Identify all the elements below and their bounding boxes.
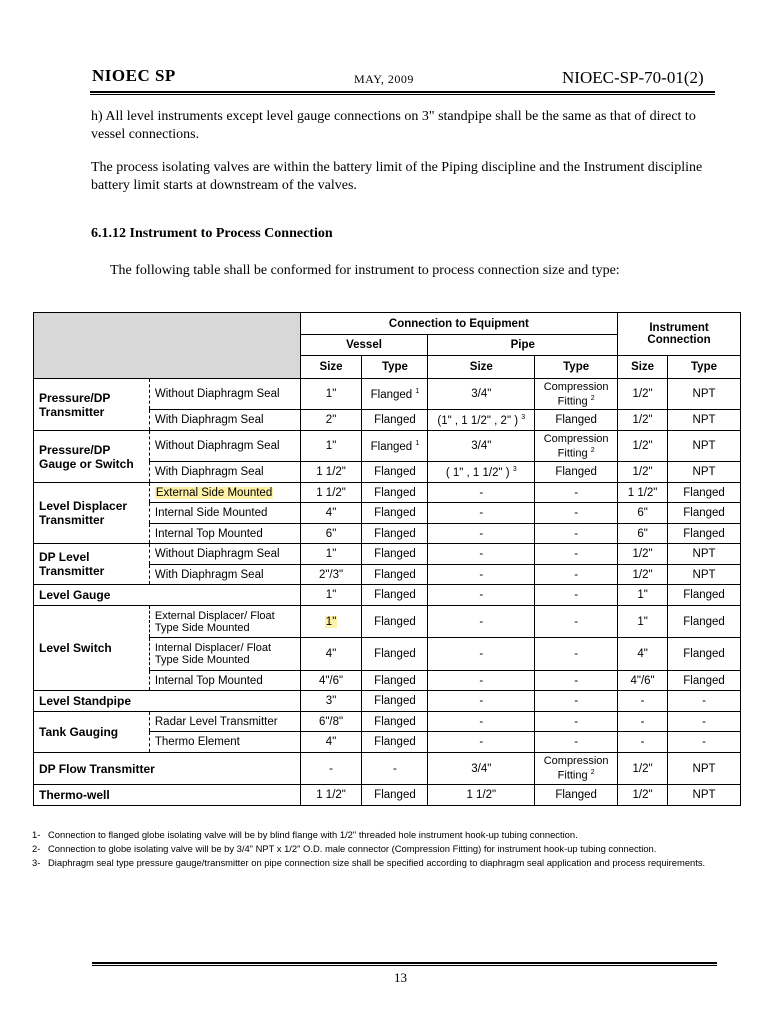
- pipe-type: Flanged: [535, 462, 618, 483]
- pipe-type: -: [535, 638, 618, 671]
- subtype-label: Internal Side Mounted: [149, 503, 300, 524]
- pipe-type: -: [535, 585, 618, 606]
- instrument-type: -: [668, 691, 741, 712]
- instrument-type: NPT: [668, 410, 741, 431]
- vessel-size: 2": [300, 410, 362, 431]
- pipe-type: Compression Fitting $^2$: [535, 753, 618, 785]
- subtype-label: Radar Level Transmitter: [149, 712, 300, 732]
- instrument-size: 1/2": [618, 462, 668, 483]
- vessel-size: 4"/6": [300, 671, 362, 691]
- header-vessel: Vessel: [300, 335, 428, 356]
- pipe-size: -: [428, 524, 535, 544]
- pipe-size: -: [428, 606, 535, 638]
- pipe-type: -: [535, 565, 618, 585]
- vessel-type: Flanged: [362, 585, 428, 606]
- vessel-size: 4": [300, 732, 362, 753]
- subtype-label: Thermo Element: [149, 732, 300, 753]
- pipe-type: -: [535, 712, 618, 732]
- pipe-type: -: [535, 524, 618, 544]
- subtype-label: Without Diaphragm Seal: [149, 431, 300, 462]
- pipe-size: ( 1" , 1 1/2" ) $^3$: [428, 462, 535, 483]
- instrument-size: 1": [618, 585, 668, 606]
- vessel-type: Flanged: [362, 785, 428, 806]
- vessel-type: Flanged: [362, 483, 428, 503]
- instrument-type: NPT: [668, 379, 741, 410]
- header-vessel-size: Size: [300, 356, 362, 379]
- document-logo: NIOEC SP: [92, 66, 176, 85]
- footnote: 2- Connection to globe isolating valve will be by 3/4" NPT x 1/2" O.D. male connector (Compression Fitting) for instrument hook-up tubing connection.: [32, 843, 657, 854]
- vessel-size: 1": [300, 431, 362, 462]
- footer-rule-thin: [92, 965, 717, 966]
- subtype-label: Without Diaphragm Seal: [149, 379, 300, 410]
- footnotes: [32, 828, 732, 870]
- footnote: 1- Connection to flanged globe isolating valve will be by blind flange with 1/2" threaded hole instrument hook-up tubing connection.: [32, 829, 578, 840]
- vessel-type: Flanged: [362, 524, 428, 544]
- vessel-type: Flanged: [362, 410, 428, 431]
- table-row: [34, 379, 741, 410]
- vessel-size: 6": [300, 524, 362, 544]
- pipe-size: -: [428, 565, 535, 585]
- instrument-type: NPT: [668, 753, 741, 785]
- instrument-size: 4"/6": [618, 671, 668, 691]
- instrument-type: NPT: [668, 544, 741, 565]
- pipe-size: -: [428, 503, 535, 524]
- vessel-size: 1 1/2": [300, 785, 362, 806]
- pipe-size: -: [428, 638, 535, 671]
- pipe-type: Compression Fitting $^2$: [535, 431, 618, 462]
- table-row: [34, 544, 741, 565]
- instrument-type: Flanged: [668, 483, 741, 503]
- instrument-type: NPT: [668, 462, 741, 483]
- table-row: [34, 753, 741, 785]
- vessel-size: 6"/8": [300, 712, 362, 732]
- header-instrument-size: Size: [618, 356, 668, 379]
- pipe-type: -: [535, 544, 618, 565]
- table-row: [34, 483, 741, 503]
- table-row: [34, 712, 741, 732]
- header-pipe-type: Type: [535, 356, 618, 379]
- vessel-type: Flanged $^1$: [362, 379, 428, 410]
- page-number: 13: [394, 970, 407, 985]
- vessel-size: 1 1/2": [300, 462, 362, 483]
- group-label: Level Gauge: [34, 585, 301, 606]
- vessel-type: Flanged: [362, 638, 428, 671]
- group-label: Thermo-well: [34, 785, 301, 806]
- table-row: [34, 431, 741, 462]
- vessel-type: Flanged: [362, 691, 428, 712]
- pipe-type: Flanged: [535, 785, 618, 806]
- instrument-type: -: [668, 732, 741, 753]
- vessel-type: Flanged: [362, 462, 428, 483]
- instrument-size: 6": [618, 503, 668, 524]
- pipe-type: Flanged: [535, 410, 618, 431]
- vessel-type: Flanged: [362, 732, 428, 753]
- group-label: DP Level Transmitter: [34, 544, 150, 585]
- pipe-size: 3/4": [428, 431, 535, 462]
- pipe-type: -: [535, 503, 618, 524]
- vessel-size: 1": [300, 585, 362, 606]
- pipe-size: -: [428, 483, 535, 503]
- instrument-type: Flanged: [668, 671, 741, 691]
- footnote: 3- Diaphragm seal type pressure gauge/transmitter on pipe connection size shall be specified according to diaphragm seal application and process requirements.: [32, 857, 706, 868]
- pipe-size: 1 1/2": [428, 785, 535, 806]
- header-instrument-connection: Instrument Connection: [618, 313, 741, 356]
- header-pipe-size: Size: [428, 356, 535, 379]
- instrument-size: 1": [618, 606, 668, 638]
- pipe-size: 3/4": [428, 379, 535, 410]
- vessel-type: Flanged: [362, 712, 428, 732]
- vessel-size: -: [300, 753, 362, 785]
- pipe-type: -: [535, 691, 618, 712]
- vessel-type: Flanged: [362, 503, 428, 524]
- vessel-type: Flanged: [362, 565, 428, 585]
- pipe-size: 3/4": [428, 753, 535, 785]
- instrument-type: Flanged: [668, 585, 741, 606]
- subtype-label: With Diaphragm Seal: [149, 462, 300, 483]
- document-date: MAY, 2009: [354, 72, 414, 86]
- instrument-size: -: [618, 732, 668, 753]
- highlighted-text: External Side Mounted: [155, 486, 273, 499]
- pipe-size: -: [428, 691, 535, 712]
- vessel-type: Flanged: [362, 544, 428, 565]
- table-intro: The following table shall be conformed for instrument to process connection size and type:: [110, 263, 620, 278]
- group-label: Level Switch: [34, 606, 150, 691]
- instrument-size: 1 1/2": [618, 483, 668, 503]
- paragraph-h: h) All level instruments except level gauge connections on 3" standpipe shall be the same as that of direct to vessel connections.: [91, 109, 696, 142]
- pipe-type: -: [535, 606, 618, 638]
- instrument-size: 1/2": [618, 753, 668, 785]
- vessel-size: 4": [300, 503, 362, 524]
- header-instrument-type: Type: [668, 356, 741, 379]
- highlighted-text: 1": [325, 615, 337, 628]
- vessel-size: 2"/3": [300, 565, 362, 585]
- document-code: NIOEC-SP-70-01(2): [562, 68, 704, 87]
- subtype-label: Without Diaphragm Seal: [149, 544, 300, 565]
- footer-rule: [92, 962, 717, 964]
- subtype-label: External Displacer/ Float Type Side Mounted: [149, 606, 300, 638]
- pipe-size: (1" , 1 1/2" , 2" ) $^3$: [428, 410, 535, 431]
- instrument-type: NPT: [668, 431, 741, 462]
- instrument-size: 6": [618, 524, 668, 544]
- header-connection-equipment: Connection to Equipment: [300, 313, 618, 335]
- instrument-size: -: [618, 712, 668, 732]
- subtype-label: With Diaphragm Seal: [149, 565, 300, 585]
- subtype-label: [149, 483, 300, 503]
- pipe-type: Compression Fitting $^2$: [535, 379, 618, 410]
- instrument-size: 1/2": [618, 565, 668, 585]
- table-row: [34, 691, 741, 712]
- instrument-type: Flanged: [668, 524, 741, 544]
- table-row: [34, 785, 741, 806]
- vessel-size: 1 1/2": [300, 483, 362, 503]
- pipe-size: -: [428, 544, 535, 565]
- header-rule-thin: [90, 94, 715, 95]
- vessel-size: [300, 606, 362, 638]
- instrument-size: 1/2": [618, 544, 668, 565]
- subtype-label: Internal Top Mounted: [149, 671, 300, 691]
- subtype-label: Internal Top Mounted: [149, 524, 300, 544]
- pipe-type: -: [535, 483, 618, 503]
- header-pipe: Pipe: [428, 335, 618, 356]
- group-label: Pressure/DP Gauge or Switch: [34, 431, 150, 483]
- vessel-type: Flanged: [362, 671, 428, 691]
- group-label: Level Standpipe: [34, 691, 301, 712]
- paragraph-valves: The process isolating valves are within the battery limit of the Piping discipline and the Instrument discipline battery limit starts at downstream of the valves.: [91, 160, 703, 193]
- instrument-size: 4": [618, 638, 668, 671]
- instrument-size: 1/2": [618, 431, 668, 462]
- vessel-size: 4": [300, 638, 362, 671]
- header-rule: [90, 91, 715, 93]
- group-label: Pressure/DP Transmitter: [34, 379, 150, 431]
- pipe-size: -: [428, 712, 535, 732]
- connection-table: [33, 312, 741, 806]
- vessel-size: 3": [300, 691, 362, 712]
- pipe-type: -: [535, 671, 618, 691]
- instrument-size: 1/2": [618, 410, 668, 431]
- section-title: 6.1.12 Instrument to Process Connection: [91, 226, 333, 241]
- instrument-size: 1/2": [618, 785, 668, 806]
- instrument-type: NPT: [668, 785, 741, 806]
- table-corner: [34, 313, 301, 379]
- table-row: [34, 585, 741, 606]
- pipe-size: -: [428, 585, 535, 606]
- pipe-type: -: [535, 732, 618, 753]
- subtype-label: Internal Displacer/ Float Type Side Mounted: [149, 638, 300, 671]
- group-label: DP Flow Transmitter: [34, 753, 301, 785]
- subtype-label: With Diaphragm Seal: [149, 410, 300, 431]
- instrument-type: Flanged: [668, 638, 741, 671]
- pipe-size: -: [428, 732, 535, 753]
- group-label: Tank Gauging: [34, 712, 150, 753]
- vessel-type: Flanged $^1$: [362, 431, 428, 462]
- instrument-size: 1/2": [618, 379, 668, 410]
- instrument-type: Flanged: [668, 503, 741, 524]
- vessel-type: -: [362, 753, 428, 785]
- instrument-size: -: [618, 691, 668, 712]
- instrument-type: Flanged: [668, 606, 741, 638]
- table-row: [34, 606, 741, 638]
- instrument-type: NPT: [668, 565, 741, 585]
- vessel-type: Flanged: [362, 606, 428, 638]
- vessel-size: 1": [300, 544, 362, 565]
- pipe-size: -: [428, 671, 535, 691]
- group-label: Level Displacer Transmitter: [34, 483, 150, 544]
- instrument-type: -: [668, 712, 741, 732]
- header-vessel-type: Type: [362, 356, 428, 379]
- vessel-size: 1": [300, 379, 362, 410]
